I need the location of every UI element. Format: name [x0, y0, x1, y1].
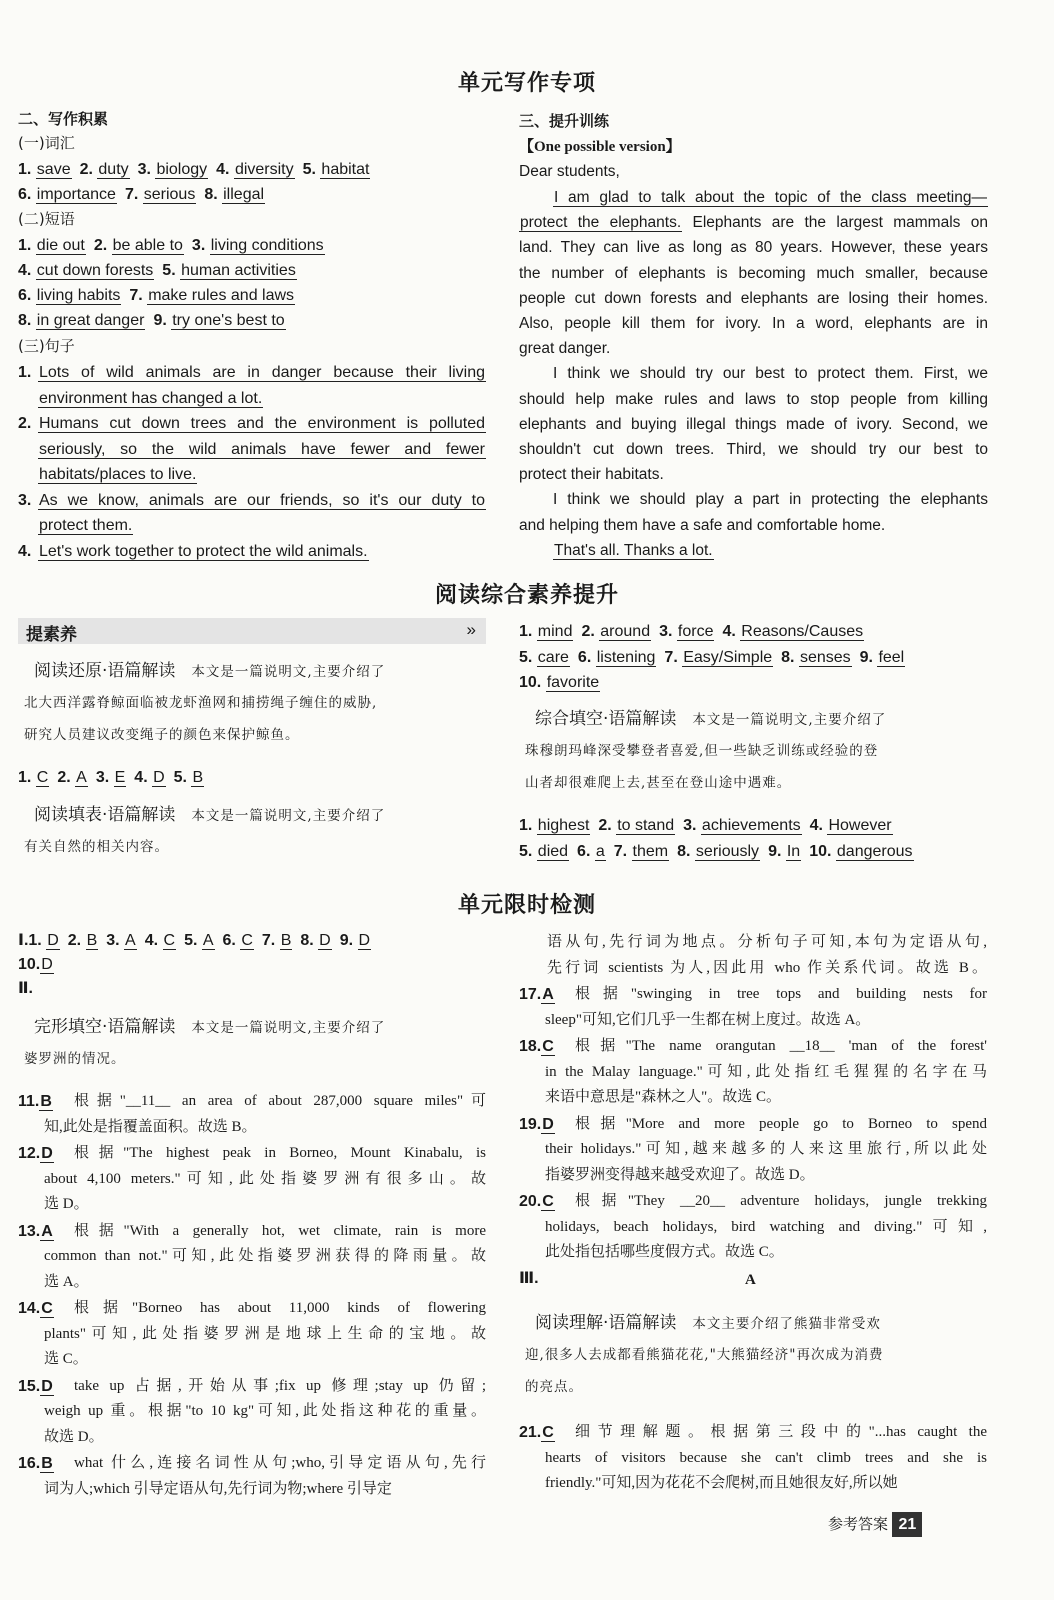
item-explanation-line: weigh up 重。根据"to 10 kg"可知,此处指这种花的重量。 [44, 1403, 486, 1419]
answer-number: 10. [809, 842, 832, 860]
answer-number: 1. [519, 817, 533, 834]
sentence-label: (三)句子 [18, 337, 75, 355]
answer-word: living conditions [210, 237, 324, 254]
footer [828, 1512, 922, 1537]
answer-number: Ⅰ.1. [18, 932, 42, 949]
footer-label: 参考答案 [828, 1515, 889, 1533]
analysis-first-line [535, 704, 886, 735]
section-title-writing: 单元写作专项 [457, 70, 596, 96]
answer-word: Reasons/Causes [741, 623, 864, 640]
essay-text: protect the elephants. [520, 214, 682, 232]
item-choice: C [542, 1038, 554, 1055]
essay-line [519, 336, 610, 362]
answer-row [519, 839, 914, 864]
analysis-line: 山者却很难爬上去,甚至在登山途中遇难。 [525, 775, 792, 791]
answer-word: them [632, 842, 669, 860]
essay-line [553, 538, 714, 564]
analysis-text: 本文是一篇说明文,主要介绍了 [191, 664, 386, 680]
answer-word: force [677, 623, 714, 640]
essay-line [519, 210, 988, 236]
sentence-text: As we know, animals are our friends, so it's our duty to [39, 491, 485, 509]
answer-word: biology [156, 161, 208, 178]
bar-arrow: » [466, 620, 476, 639]
answer-word: B [192, 769, 204, 786]
answer-number: 3. [191, 237, 206, 254]
answer-number: 6. [222, 932, 236, 949]
item-choice: C [542, 1424, 554, 1441]
answer-number: 7. [613, 842, 628, 860]
answer-word: diversity [234, 161, 294, 178]
answer-number: 8. [300, 932, 314, 949]
answer-number: 4. [134, 769, 148, 786]
section-title-reading: 阅读综合素养提升 [434, 582, 619, 608]
answer-row [519, 670, 600, 695]
answer-word: A [125, 932, 136, 949]
subsection-label: A [745, 1272, 756, 1288]
answer-word: A [202, 932, 214, 949]
answer-number: 2. [79, 161, 93, 178]
answer-number: 6. [18, 186, 32, 203]
answer-word: make rules and laws [148, 287, 295, 304]
item-answer [18, 1089, 53, 1116]
item-number: 15. [18, 1377, 41, 1395]
analysis-first-line [535, 1308, 881, 1339]
analysis-line: 北大西洋露脊鲸面临被龙虾渔网和捕捞绳子缠住的威胁, [24, 695, 378, 711]
answer-word: serious [143, 186, 196, 203]
item-answer [18, 1219, 54, 1246]
item-explanation-line: 根据"They __20__ adventure holidays, jungle trekking [575, 1193, 987, 1209]
answer-word: D [358, 932, 371, 949]
answer-number: 9. [768, 842, 782, 860]
answer-word: D [41, 956, 53, 973]
sentence-text: Lots of wild animals are in danger because their living [39, 364, 485, 381]
bar-label: 提素养 [26, 625, 77, 645]
answer-number: 2. [93, 237, 108, 254]
answer-number: 2. [57, 769, 71, 786]
answer-word: C [241, 932, 253, 949]
essay-text: Also, people kill them for ivory. In a word, elephants are in [519, 315, 988, 332]
answer-number: 4. [144, 932, 159, 949]
answer-word: favorite [546, 674, 600, 691]
essay-text: I am glad to talk about the topic of the class meeting— [554, 189, 987, 206]
answer-number: 5. [184, 932, 198, 949]
answer-number: 9. [859, 648, 873, 666]
essay-line [519, 311, 988, 337]
sentence-text: habitats/places to live. [39, 466, 197, 483]
answer-number: 4. [18, 262, 32, 279]
answer-number: 3. [137, 161, 151, 178]
sentence-line [38, 411, 486, 436]
analysis-first-line [34, 1012, 385, 1043]
answer-word: care [537, 648, 569, 666]
analysis-line: 研究人员建议改变绳子的颜色来保护鲸鱼。 [24, 727, 300, 743]
item-explanation-line: in the Malay language."可知,此处指红毛猩猩的名字在马 [545, 1063, 987, 1080]
answer-number: 8. [204, 186, 218, 203]
answer-row [18, 283, 295, 308]
item-explanation-line: what 什么,连接名词性从句;who,引导定语从句,先行 [74, 1455, 486, 1471]
item-explanation-line: 根据"swinging in tree tops and building nests for [575, 986, 987, 1002]
analysis-text: 本文主要介绍了熊猫非常受欢 [692, 1316, 881, 1332]
version-label: 【One possible version】 [519, 139, 681, 155]
sentence-line [38, 386, 263, 411]
item-explanation-line: take up 占据,开始从事;fix up 修理;stay up 仍留; [74, 1377, 486, 1394]
answer-number: 7. [664, 648, 678, 666]
essay-text: should help make rules and laws to stop people from killing [519, 390, 988, 408]
item-choice: B [41, 1455, 53, 1472]
essay-line [519, 513, 885, 539]
answer-word: D [319, 932, 331, 949]
analysis-line: 婆罗洲的情况。 [24, 1051, 126, 1067]
answer-word: feel [878, 648, 905, 666]
answer-word: In [786, 842, 801, 860]
sentence-text: seriously, so the wild animals have fewer and fewer [39, 440, 485, 458]
answer-number: 3. [106, 932, 120, 949]
analysis-text: 本文是一篇说明文,主要介绍了 [692, 712, 887, 728]
answer-word: C [36, 769, 49, 786]
item-answer [18, 1374, 54, 1401]
item-explanation-line: 来语中意思是"森林之人"。故选 C。 [545, 1089, 782, 1105]
writing-heading: 二、写作积累 [18, 110, 109, 128]
item-answer [18, 1141, 54, 1168]
answer-row [18, 308, 286, 333]
answer-number: 10. [519, 674, 542, 691]
answer-word: Easy/Simple [683, 648, 773, 666]
essay-line [519, 235, 988, 261]
item-choice: A [542, 986, 554, 1003]
essay-text: I think we should try our best to protect them. First, we [553, 365, 988, 383]
item-explanation-line: 选 D。 [44, 1196, 89, 1212]
item-explanation-line: 细节理解题。根据第三段中的"...has caught the [575, 1424, 987, 1440]
answer-word: D [153, 769, 165, 786]
answer-number: 1. [519, 623, 533, 640]
sentence-line [38, 539, 369, 564]
essay-line [519, 462, 664, 488]
item-answer [519, 1112, 555, 1139]
answer-word: highest [537, 817, 590, 834]
item-explanation-line: 选 A。 [44, 1273, 89, 1290]
essay-line [519, 437, 988, 463]
answer-number: 5. [162, 262, 176, 279]
item-choice: D [542, 1115, 554, 1133]
analysis-label: 阅读还原·语篇解读 [34, 661, 176, 681]
essay-text: land. They can live as long as 80 years. However, these years [519, 239, 988, 257]
item-explanation-line: 根据"__11__ an area of about 287,000 square miles"可 [74, 1093, 486, 1109]
answer-number: 5. [302, 161, 316, 178]
analysis-line: 迎,很多人去成都看熊猫花花,"大熊猫经济"再次成为消费 [525, 1347, 884, 1363]
item-number: 17. [519, 986, 542, 1003]
sentence-number: 1. [18, 364, 32, 381]
answer-row [18, 928, 371, 953]
sentence-text: Let's work together to protect the wild animals. [39, 542, 368, 560]
answer-word: achievements [701, 817, 801, 834]
answer-row [18, 182, 265, 207]
vocab-label: (一)词汇 [18, 134, 75, 152]
answer-number: 2. [598, 817, 612, 834]
answer-word: in great danger [36, 312, 145, 329]
answer-word: living habits [36, 287, 121, 304]
answer-word: listening [596, 648, 656, 666]
answer-number: 7. [124, 186, 139, 203]
analysis-text: 本文是一篇说明文,主要介绍了 [191, 808, 386, 824]
item-answer [18, 1451, 54, 1478]
item-explanation-line: 知,此处是指覆盖面积。故选 B。 [44, 1118, 257, 1135]
item-explanation-line: about 4,100 meters."可知,此处指婆罗洲有很多山。故 [44, 1170, 486, 1187]
item-explanation-line: 根据"With a generally hot, wet climate, rain is more [74, 1222, 486, 1239]
answer-word: mind [537, 623, 573, 640]
sentence-number: 3. [18, 491, 32, 509]
section-number: Ⅱ. [18, 980, 33, 997]
answer-word: save [36, 161, 71, 178]
item-explanation-line: their holidays."可知,越来越多的人来这里旅行,所以此处 [545, 1141, 987, 1157]
sentence-line [38, 513, 133, 538]
item-explanation-line: 指婆罗洲变得越来越受欢迎了。故选 D。 [545, 1166, 815, 1183]
essay-text: people cut down forests and elephants are losing their homes. [519, 289, 988, 307]
answer-word: dangerous [836, 842, 913, 860]
sentence-number: 2. [18, 415, 32, 432]
answer-number: 3. [659, 623, 673, 640]
answer-number: 3. [95, 769, 110, 786]
answer-word: duty [98, 161, 129, 178]
sentence-line [38, 488, 486, 513]
item-number: 11. [18, 1093, 40, 1110]
answer-number: 5. [173, 769, 187, 786]
item-explanation-line: holidays, beach holidays, bird watching and diving."可知, [545, 1218, 987, 1235]
analysis-first-line [34, 800, 385, 831]
item-explanation-line: 此处指包括哪些度假方式。故选 C。 [545, 1244, 784, 1260]
item-explanation-line: 根据"The highest peak in Borneo, Mount Kinabalu, is [74, 1145, 486, 1161]
item-answer [519, 1420, 555, 1447]
answer-word: D [47, 932, 59, 949]
phrase-label: (二)短语 [18, 210, 75, 228]
answer-number: 5. [519, 648, 533, 666]
answer-word: senses [799, 648, 851, 666]
essay-text: the number of elephants is becoming much smaller, because [519, 264, 988, 282]
analysis-text: 本文是一篇说明文,主要介绍了 [191, 1020, 386, 1036]
item-explanation-line: hearts of visitors because she can't climb trees and she is [545, 1449, 987, 1466]
essay-text: great danger. [519, 340, 611, 358]
item-number: 16. [18, 1455, 41, 1472]
item-choice: B [40, 1093, 52, 1110]
answer-number: 7. [129, 287, 143, 304]
answer-row [18, 157, 370, 182]
answer-number: 8. [677, 842, 691, 860]
answer-number: 6. [577, 648, 592, 666]
answer-row [519, 645, 905, 670]
answer-word: be able to [112, 237, 183, 254]
item-explanation-line: 根据"More and more people go to Borneo to spend [575, 1115, 987, 1132]
answer-number: 4. [216, 161, 230, 178]
answer-word: B [280, 932, 292, 949]
essay-text: and helping them have a safe and comfortable home. [519, 516, 886, 534]
answer-word: B [86, 932, 98, 949]
item-explanation-line: 词为人;which 引导定语从句,先行词为物;where 引导定 [44, 1480, 392, 1497]
analysis-label: 阅读理解·语篇解读 [535, 1313, 677, 1333]
sentence-text: Humans cut down trees and the environment is polluted [39, 415, 485, 432]
answer-number: 1. [18, 161, 32, 178]
answer-word: a [595, 842, 605, 860]
answer-row [18, 952, 54, 977]
answer-number: 9. [153, 312, 167, 329]
item-answer [519, 1189, 555, 1216]
answer-number: 8. [18, 312, 32, 329]
answer-word: around [600, 623, 651, 640]
section-title-test: 单元限时检测 [457, 892, 596, 918]
sentence-line [38, 360, 486, 385]
item-answer [519, 1034, 555, 1061]
essay-text: shouldn't cut down trees. Third, we should try our best to [519, 441, 988, 458]
sentence-line [38, 437, 486, 462]
essay-line [519, 387, 988, 413]
essay-line [519, 261, 988, 287]
answer-word: died [537, 842, 569, 860]
answer-word: try one's best to [172, 312, 285, 329]
answer-number: 1. [18, 237, 32, 254]
item-explanation-line: friendly."可知,因为花花不会爬树,而且她很友好,所以她 [545, 1475, 898, 1491]
answer-row [18, 765, 204, 790]
answer-number: 3. [683, 817, 697, 834]
item-explanation-line: 根据"The name orangutan __18__ 'man of the forest' [575, 1038, 987, 1054]
analysis-line: 有关自然的相关内容。 [24, 839, 169, 855]
answer-word: importance [36, 186, 116, 203]
item-explanation-line: sleep"可知,它们几乎一生都在树上度过。故选 A。 [545, 1011, 871, 1028]
answer-word: cut down forests [36, 262, 154, 279]
answer-number: 9. [339, 932, 354, 949]
section-bar [18, 618, 486, 644]
answer-word: illegal [223, 186, 265, 203]
analysis-label: 完形填空·语篇解读 [34, 1017, 176, 1037]
page-number: 21 [892, 1512, 922, 1537]
answer-word: C [163, 932, 176, 949]
answer-number: 7. [261, 932, 276, 949]
answer-number: 5. [519, 842, 533, 860]
essay-text-tail: Elephants are the largest mammals on [682, 214, 988, 232]
item-number: 20. [519, 1193, 542, 1210]
essay-text: protect their habitats. [519, 466, 664, 484]
answer-word: E [114, 769, 126, 786]
continuation-line: 语从句,先行词为地点。分析句子可知,本句为定语从句, [547, 934, 987, 950]
item-answer [18, 1296, 54, 1323]
essay-text: I think we should play a part in protecting the elephants [553, 491, 988, 509]
analysis-line: 珠穆朗玛峰深受攀登者喜爱,但一些缺乏训练或经验的登 [525, 743, 879, 759]
item-number: 19. [519, 1115, 542, 1133]
item-number: 14. [18, 1300, 41, 1317]
sentence-number: 4. [18, 542, 32, 560]
item-explanation-line: 根据"Borneo has about 11,000 kinds of flowering [74, 1300, 486, 1316]
answer-word: to stand [617, 817, 675, 834]
answer-number: 2. [581, 623, 595, 640]
item-choice: C [41, 1300, 53, 1317]
answer-number: 8. [781, 648, 795, 666]
answer-number: 4. [809, 817, 823, 834]
answer-number: 6. [18, 287, 32, 304]
greeting: Dear students, [519, 163, 620, 180]
answer-row [519, 813, 893, 838]
answer-word: habitat [321, 161, 370, 178]
answer-word: die out [36, 237, 85, 254]
item-choice: D [41, 1377, 53, 1395]
answer-row [18, 258, 297, 283]
item-number: 13. [18, 1222, 41, 1240]
item-number: 18. [519, 1038, 542, 1055]
answer-word: A [76, 769, 87, 786]
item-choice: A [41, 1222, 53, 1240]
essay-line [519, 286, 988, 312]
item-explanation-line: 故选 D。 [44, 1428, 104, 1445]
item-explanation-line: 选 C。 [44, 1351, 88, 1367]
answer-number: 2. [67, 932, 82, 949]
answer-number: 1. [18, 769, 32, 786]
answer-word: human activities [181, 262, 296, 279]
analysis-first-line [34, 656, 385, 687]
sentence-line [38, 462, 197, 487]
answer-word: seriously [695, 842, 760, 860]
essay-text: elephants and buying illegal things made of ivory. Second, we [519, 415, 988, 433]
essay-line [553, 361, 988, 387]
item-explanation-line: plants"可知,此处指婆罗洲是地球上生命的宝地。故 [44, 1325, 486, 1342]
essay-text: That's all. Thanks a lot. [554, 541, 713, 559]
continuation-line: 先行词 scientists 为人,因此用 who 作关系代词。故选 B。 [547, 959, 987, 976]
answer-number: 6. [577, 842, 591, 860]
answer-row [519, 619, 864, 644]
analysis-label: 综合填空·语篇解读 [535, 709, 677, 729]
essay-line [553, 487, 988, 513]
item-number: 12. [18, 1145, 41, 1162]
improve-heading: 三、提升训练 [519, 112, 610, 130]
answer-number: 10. [18, 956, 41, 973]
answer-word: However [828, 817, 892, 834]
sentence-text: environment has changed a lot. [39, 389, 263, 407]
analysis-line: 的亮点。 [525, 1379, 583, 1395]
item-choice: D [41, 1145, 53, 1162]
item-choice: C [542, 1193, 554, 1210]
sentence-text: protect them. [39, 517, 133, 534]
item-answer [519, 982, 555, 1009]
answer-number: 4. [722, 623, 736, 640]
analysis-label: 阅读填表·语篇解读 [34, 805, 176, 825]
answer-row [18, 233, 325, 258]
item-explanation-line: common than not."可知,此处指婆罗洲获得的降雨量。故 [44, 1248, 486, 1264]
essay-line [519, 412, 988, 438]
item-number: 21. [519, 1424, 542, 1441]
section-number: Ⅲ. [519, 1270, 539, 1287]
essay-line [553, 185, 988, 211]
